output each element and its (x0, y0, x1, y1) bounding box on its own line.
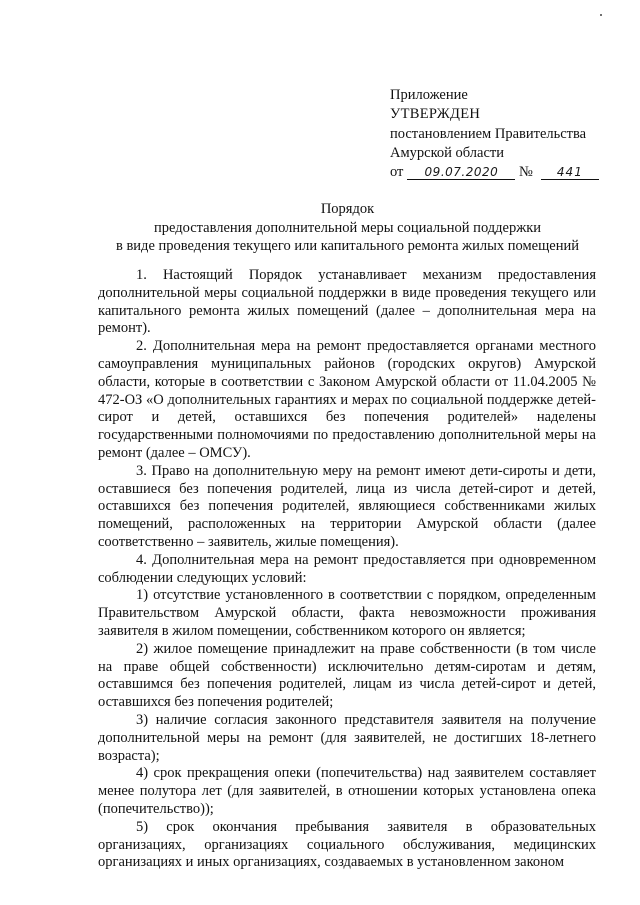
handwritten-date: 09.07.2020 (407, 166, 515, 180)
paragraph-1: 1. Настоящий Порядок устанавливает механизм предоставления дополнительной меры социальной поддержки в виде проведения текущего или капитального ремонта жилых помещений (далее – дополнительная мера на ремонт). (98, 267, 596, 337)
title-line-3: в виде проведения текущего или капитального ремонта жилых помещений (115, 238, 579, 255)
number-prefix: № (519, 164, 533, 181)
paragraph-4: 4. Дополнительная мера на ремонт предоставляется при одновременном соблюдении следующих условий: (98, 551, 596, 586)
resolution-label: постановлением Правительства (390, 125, 587, 142)
date-number-line (390, 163, 620, 182)
region-label: Амурской области (390, 144, 504, 161)
approval-stamp-block (390, 86, 620, 182)
approved-label: УТВЕРЖДЕН (390, 106, 481, 123)
condition-1: 1) отсутствие установленного в соответствии с порядком, определенным Правительством Амурской области, факта невозможности проживания заявителя в жилом помещении, собственником которого он является; (98, 587, 596, 639)
document-body (98, 267, 596, 872)
paragraph-2: 2. Дополнительная мера на ремонт предоставляется органами местного самоуправления муниципальных районов (городских округов) Амурской области, которые в соответствии с Законом Амурской области от 11.04.2005 № 472-ОЗ «О дополнительных гарантиях и мерах по социальной поддержке детей-сирот и детей, оставшихся без попечения родителей» наделены государственными полномочиями по предоставлению дополнительной меры на ремонт (далее – ОМСУ). (98, 338, 596, 461)
scan-speck (600, 14, 602, 16)
date-prefix: от (390, 164, 404, 181)
paragraph-3: 3. Право на дополнительную меру на ремонт имеют дети-сироты и дети, оставшиеся без попечения родителей, лица из числа детей-сирот и детей, оставшихся без попечения родителей, являющиеся собственниками жилых помещений, расположенных на территории Амурской области (далее соответственно – заявитель, жилые помещения). (98, 462, 596, 550)
title-line-1: Порядок (320, 201, 375, 217)
condition-3: 3) наличие согласия законного представителя заявителя на получение дополнительной меры на ремонт (для заявителей, не достигших 18-летнего возраста); (98, 711, 596, 764)
document-title (80, 200, 615, 256)
condition-4: 4) срок прекращения опеки (попечительства) над заявителем составляет менее полутора лет (для заявителей, в отношении которых установлена опека (попечительство)); (98, 765, 596, 817)
handwritten-number: 441 (541, 166, 599, 180)
title-line-2: предоставления дополнительной меры социальной поддержки (153, 219, 542, 236)
condition-2: 2) жилое помещение принадлежит на праве собственности (в том числе на праве общей собственности) исключительно детям-сиротам и детям, оставшимся без попечения родителей, лицам из числа детей-сирот и детей, оставшихся без попечения родителей; (98, 640, 596, 711)
appendix-label: Приложение (390, 87, 468, 103)
condition-5: 5) срок окончания пребывания заявителя в образовательных организациях, организациях социального обслуживания, медицинских организациях и иных организациях, создаваемых в установленном законом (98, 818, 596, 871)
